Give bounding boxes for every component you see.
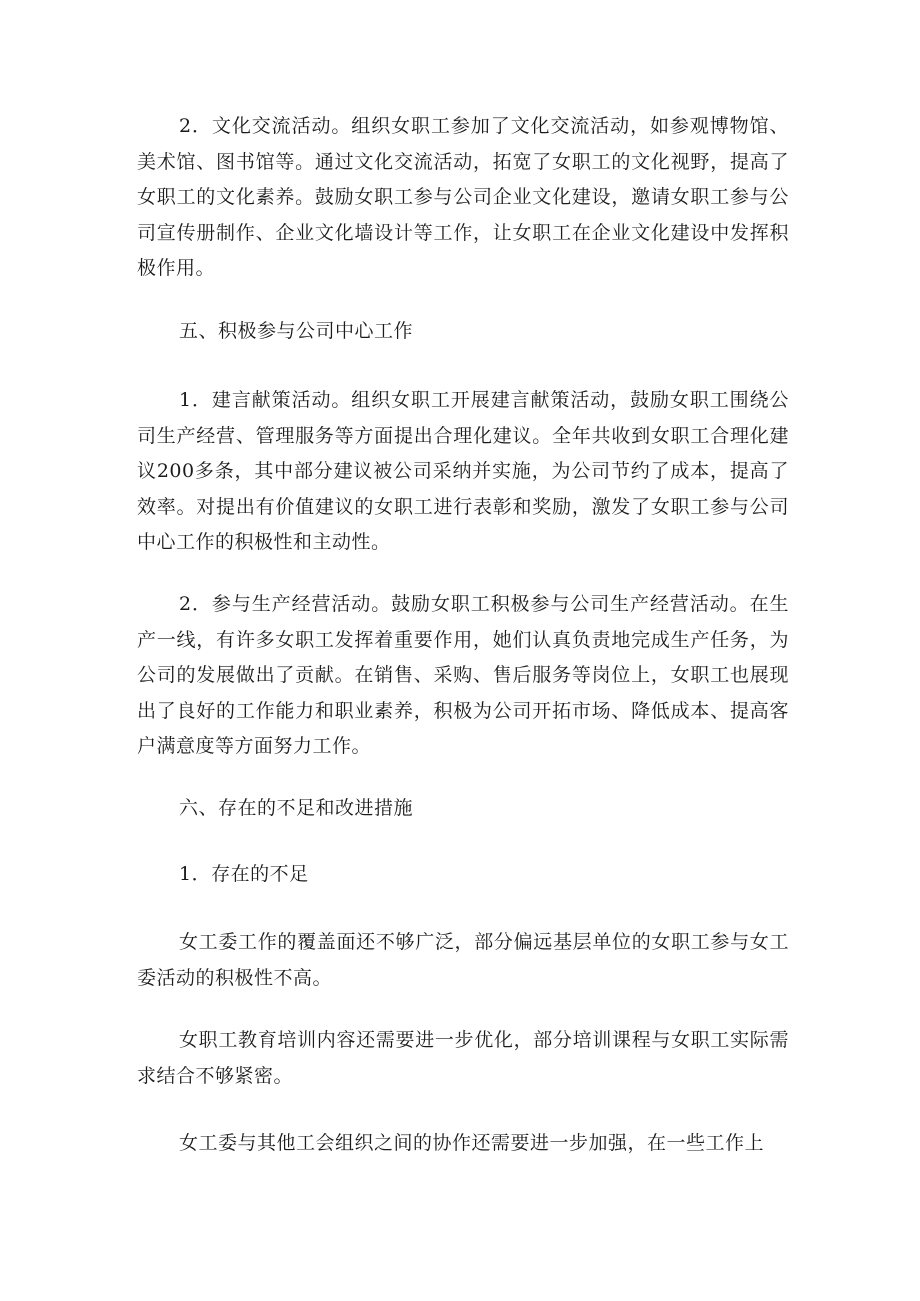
subheading-shortcomings: 1．存在的不足 <box>179 863 309 885</box>
section-heading-five: 五、积极参与公司中心工作 <box>179 320 414 342</box>
section-heading-six: 六、存在的不足和改进措施 <box>179 797 414 819</box>
paragraph-training: 女职工教育培训内容还需要进一步优化，部分培训课程与女职工实际需求结合不够紧密。 <box>137 1029 789 1087</box>
paragraph-suggestions: 1．建言献策活动。组织女职工开展建言献策活动，鼓励女职工围绕公司生产经营、管理服务等方面提出合理化建议。全年共收到女职工合理化建议200多条，其中部分建议被公司采纳并实施，为公司节约了成本，提高了效率。对提出有价值建议的女职工进行表彰和奖励，激发了女职工参与公司中心工作的积极性和主动性。 <box>137 389 789 553</box>
paragraph-coordination: 女工委与其他工会组织之间的协作还需要进一步加强，在一些工作上 <box>179 1132 765 1154</box>
paragraph-production: 2．参与生产经营活动。鼓励女职工积极参与公司生产经营活动。在生产一线，有许多女职工发挥着重要作用，她们认真负责地完成生产任务，为公司的发展做出了贡献。在销售、采购、售后服务等岗位上，女职工也展现出了良好的工作能力和职业素养，积极为公司开拓市场、降低成本、提高客户满意度等方面努力工作。 <box>137 593 789 757</box>
paragraph-coverage: 女工委工作的覆盖面还不够广泛，部分偏远基层单位的女职工参与女工委活动的积极性不高。 <box>137 931 789 989</box>
paragraph-cultural-exchange: 2．文化交流活动。组织女职工参加了文化交流活动，如参观博物馆、美术馆、图书馆等。通过文化交流活动，拓宽了女职工的文化视野，提高了女职工的文化素养。鼓励女职工参与公司企业文化建设，邀请女职工参与公司宣传册制作、企业文化墙设计等工作，让女职工在企业文化建设中发挥积极作用。 <box>137 115 789 279</box>
